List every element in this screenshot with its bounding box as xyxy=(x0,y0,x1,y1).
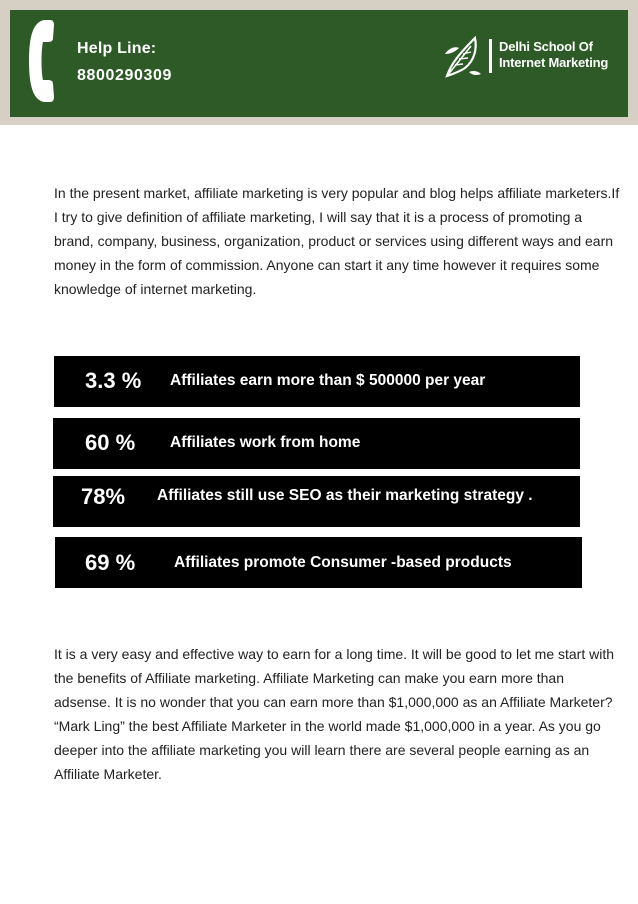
stat-text: Affiliates work from home xyxy=(170,434,361,451)
help-line-label: Help Line: xyxy=(77,40,157,57)
stat-percent: 60 % xyxy=(85,430,136,455)
school-logo-text xyxy=(499,39,608,71)
stat-text: Affiliates promote Consumer -based products xyxy=(174,554,512,571)
closing-paragraph: It is a very easy and effective way to earn for a long time. It will be good to let me start with the benefits of Affiliate marketing. Affiliate Marketing can make you earn more than adsense. It is no wonder that you can earn more than $1,000,000 as an Affiliate Marketer? “Mark Ling” the best Affiliate Marketer in the world made $1,000,000 in a year. As you go deeper into the affiliate marketing you will learn there are several people earning as an Affiliate Marketer. xyxy=(54,646,615,782)
help-line-number: 8800290309 xyxy=(77,67,172,84)
leaf-icon xyxy=(441,34,483,80)
phone-handset-icon xyxy=(26,16,66,106)
stat-banner-home xyxy=(53,418,580,469)
stat-banner-earnings xyxy=(54,356,580,407)
stat-text: Affiliates still use SEO as their marketing strategy . xyxy=(157,487,533,504)
logo-line-2: Internet Marketing xyxy=(499,55,609,70)
stat-text: Affiliates earn more than $ 500000 per year xyxy=(170,372,486,389)
logo-line-1: Delhi School Of xyxy=(499,39,593,54)
stat-banner-consumer xyxy=(55,537,582,588)
intro-paragraph: In the present market, affiliate marketing is very popular and blog helps affiliate marketers.If I try to give definition of affiliate marketing, I will say that it is a process of promoting a brand, company, business, organization, product or services using different ways and earn money in the form of commission. Anyone can start it any time however it requires some knowledge of internet marketing. xyxy=(54,185,620,297)
stat-percent: 69 % xyxy=(85,550,136,575)
stat-percent: 3.3 % xyxy=(85,368,142,393)
stat-percent: 78% xyxy=(81,484,126,509)
stat-banner-seo xyxy=(53,476,580,527)
logo-divider xyxy=(489,39,492,73)
